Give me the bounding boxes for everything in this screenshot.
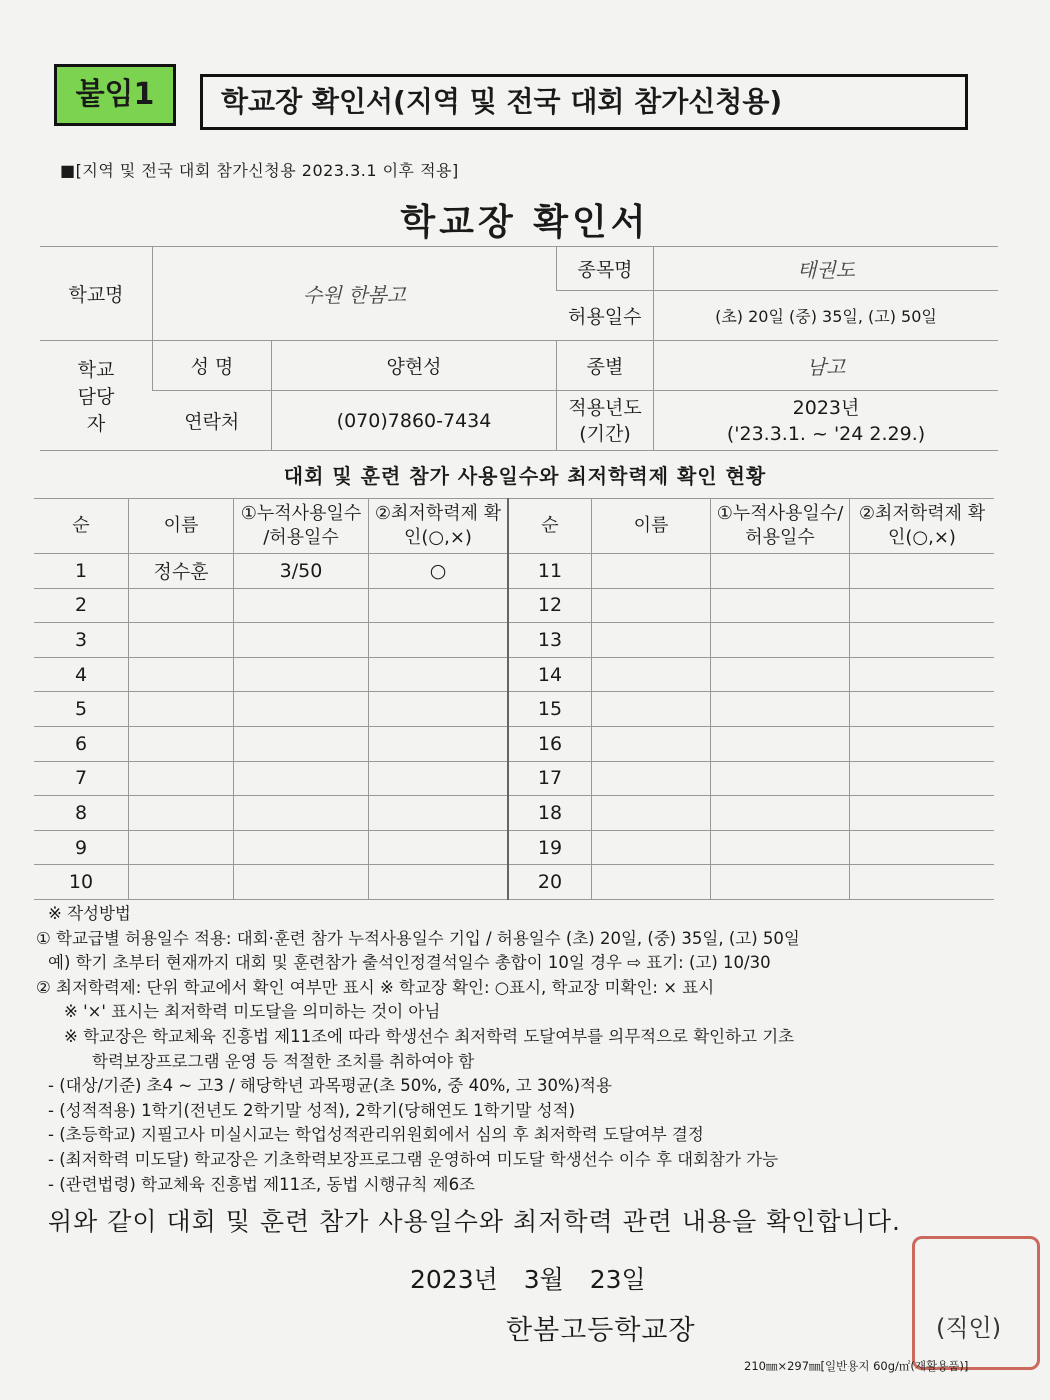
document-title: 학교장 확인서 xyxy=(400,202,650,243)
row-name2 xyxy=(592,796,711,831)
signer-name: 한봄고등학교장 xyxy=(506,1315,696,1346)
row-name xyxy=(129,657,234,692)
sport-value: 태권도 xyxy=(654,247,999,291)
row-days2 xyxy=(711,692,850,727)
table-header-row xyxy=(34,499,994,554)
table-row xyxy=(34,588,994,623)
row-acad2 xyxy=(850,692,995,727)
row-name2 xyxy=(592,692,711,727)
row-name xyxy=(129,726,234,761)
row-no2: 20 xyxy=(508,865,592,900)
note-2-b-cont: 학력보장프로그램 운영 등 적절한 조치를 취하여야 함 xyxy=(92,1051,475,1071)
row-days2 xyxy=(711,623,850,658)
table-row xyxy=(34,830,994,865)
row-acad2 xyxy=(850,830,995,865)
row-days2 xyxy=(711,796,850,831)
row-name: 정수훈 xyxy=(129,554,234,589)
row-acad2 xyxy=(850,865,995,900)
row-days xyxy=(234,761,369,796)
row-name2 xyxy=(592,830,711,865)
row-days xyxy=(234,657,369,692)
col-acad: ②최저학력제 확인(○,×) xyxy=(369,499,509,554)
note-1-example: 예) 학기 초부터 현재까지 대회 및 훈련참가 출석인정결석일수 총합이 10일 경우 ⇨ 표기: (고) 10/30 xyxy=(48,953,771,973)
table-row xyxy=(34,554,994,589)
row-name2 xyxy=(592,865,711,900)
row-name xyxy=(129,830,234,865)
row-days2 xyxy=(711,830,850,865)
school-value: 수원 한봄고 xyxy=(153,247,557,341)
row-name2 xyxy=(592,657,711,692)
row-days xyxy=(234,830,369,865)
attachment-badge: 붙임1 xyxy=(54,64,176,126)
row-no2: 15 xyxy=(508,692,592,727)
row-no: 2 xyxy=(34,588,129,623)
row-acad xyxy=(369,623,509,658)
table-row xyxy=(34,865,994,900)
notes-heading: ※ 작성방법 xyxy=(48,904,131,923)
row-acad2 xyxy=(850,554,995,589)
row-acad2 xyxy=(850,796,995,831)
table-row xyxy=(34,796,994,831)
official-seal-stamp xyxy=(912,1236,1040,1370)
row-days xyxy=(234,588,369,623)
row-acad xyxy=(369,830,509,865)
col-days: ①누적사용일수 /허용일수 xyxy=(234,499,369,554)
row-no2: 16 xyxy=(508,726,592,761)
row-acad xyxy=(369,692,509,727)
row-acad: ○ xyxy=(369,554,509,589)
detail-2: - (성적적용) 1학기(전년도 2학기말 성적), 2학기(당해연도 1학기말 성적) xyxy=(48,1100,576,1120)
row-days xyxy=(234,623,369,658)
row-no2: 17 xyxy=(508,761,592,796)
row-no: 1 xyxy=(34,554,129,589)
col-acad2: ②최저학력제 확인(○,×) xyxy=(850,499,995,554)
year-value xyxy=(654,391,999,451)
seal-mark: (직인) xyxy=(936,1314,1002,1342)
note-2: ② 최저학력제: 단위 학교에서 확인 여부만 표시 ※ 학교장 확인: ○표시, 학교장 미확인: × 표시 xyxy=(36,977,715,997)
note-1: ① 학교급별 허용일수 적용: 대회·훈련 참가 누적사용일수 기입 / 허용일수 (초) 20일, (중) 35일, (고) 50일 xyxy=(36,928,800,948)
row-days2 xyxy=(711,554,850,589)
col-no: 순 xyxy=(34,499,129,554)
table-row xyxy=(34,623,994,658)
applies-note: ■[지역 및 전국 대회 참가신청용 2023.3.1 이후 적용] xyxy=(60,161,459,180)
allowed-value: (초) 20일 (중) 35일, (고) 50일 xyxy=(654,291,999,341)
division-label: 종별 xyxy=(557,341,654,391)
row-no2: 13 xyxy=(508,623,592,658)
table-row xyxy=(34,657,994,692)
signing-date: 2023년 3월 23일 xyxy=(410,1265,646,1294)
row-no: 3 xyxy=(34,623,129,658)
row-days2 xyxy=(711,726,850,761)
row-acad xyxy=(369,761,509,796)
row-acad2 xyxy=(850,588,995,623)
row-acad2 xyxy=(850,657,995,692)
period-text: ('23.3.1. ~ '24 2.29.) xyxy=(726,422,926,445)
row-days2 xyxy=(711,761,850,796)
row-acad2 xyxy=(850,623,995,658)
row-days xyxy=(234,726,369,761)
row-name xyxy=(129,623,234,658)
note-2-b: ※ 학교장은 학교체육 진흥법 제11조에 따라 학생선수 최저학력 도달여부를 의무적으로 확인하고 기초 xyxy=(64,1026,795,1046)
allowed-label: 허용일수 xyxy=(557,291,654,341)
year-text: 2023년 xyxy=(792,396,860,419)
row-days xyxy=(234,692,369,727)
row-no: 6 xyxy=(34,726,129,761)
table-row xyxy=(34,761,994,796)
name-label: 성 명 xyxy=(153,341,272,391)
usage-table xyxy=(34,498,994,900)
section-title: 대회 및 훈련 참가 사용일수와 최저학력제 확인 현황 xyxy=(283,464,767,488)
row-days xyxy=(234,865,369,900)
row-no: 7 xyxy=(34,761,129,796)
contact-label: 연락처 xyxy=(153,391,272,451)
row-acad2 xyxy=(850,726,995,761)
paper-spec-footer: 210㎜×297㎜[일반용지 60g/㎡(재활용품)] xyxy=(744,1359,969,1373)
row-days2 xyxy=(711,588,850,623)
row-acad xyxy=(369,796,509,831)
note-2-a: ※ '×' 표시는 최저학력 미도달을 의미하는 것이 아님 xyxy=(64,1002,441,1022)
row-no2: 18 xyxy=(508,796,592,831)
row-name xyxy=(129,588,234,623)
manager-label: 학교 담당자 xyxy=(40,341,153,451)
division-value: 남고 xyxy=(654,341,999,391)
row-name2 xyxy=(592,554,711,589)
col-name2: 이름 xyxy=(592,499,711,554)
row-name2 xyxy=(592,623,711,658)
row-no: 9 xyxy=(34,830,129,865)
col-no2: 순 xyxy=(508,499,592,554)
contact-value: (070)7860-7434 xyxy=(272,391,557,451)
confirmation-statement: 위와 같이 대회 및 훈련 참가 사용일수와 최저학력 관련 내용을 확인합니다. xyxy=(48,1207,901,1236)
year-label: 적용년도 (기간) xyxy=(557,391,654,451)
detail-3: - (초등학교) 지필고사 미실시교는 학업성적관리위원회에서 심의 후 최저학력 도달여부 결정 xyxy=(48,1125,704,1145)
row-days xyxy=(234,796,369,831)
col-name: 이름 xyxy=(129,499,234,554)
instructions xyxy=(36,902,1026,1197)
row-no: 8 xyxy=(34,796,129,831)
row-no: 5 xyxy=(34,692,129,727)
row-no2: 14 xyxy=(508,657,592,692)
row-acad xyxy=(369,726,509,761)
row-days: 3/50 xyxy=(234,554,369,589)
row-days2 xyxy=(711,865,850,900)
row-name xyxy=(129,796,234,831)
col-days2: ①누적사용일수/ 허용일수 xyxy=(711,499,850,554)
row-no: 4 xyxy=(34,657,129,692)
row-no: 10 xyxy=(34,865,129,900)
row-name2 xyxy=(592,588,711,623)
detail-4: - (최저학력 미도달) 학교장은 기초학력보장프로그램 운영하여 미도달 학생선수 이수 후 대회참가 가능 xyxy=(48,1149,779,1169)
row-name xyxy=(129,761,234,796)
row-name2 xyxy=(592,726,711,761)
row-acad xyxy=(369,865,509,900)
row-acad2 xyxy=(850,761,995,796)
info-table xyxy=(40,246,998,451)
row-no2: 12 xyxy=(508,588,592,623)
row-days2 xyxy=(711,657,850,692)
row-name2 xyxy=(592,761,711,796)
row-no2: 19 xyxy=(508,830,592,865)
table-row xyxy=(34,726,994,761)
header-title: 학교장 확인서(지역 및 전국 대회 참가신청용) xyxy=(200,74,968,130)
name-value: 양현성 xyxy=(272,341,557,391)
row-acad xyxy=(369,657,509,692)
sport-label: 종목명 xyxy=(557,247,654,291)
detail-1: - (대상/기준) 초4 ~ 고3 / 해당학년 과목평균(초 50%, 중 40%, 고 30%)적용 xyxy=(48,1076,612,1096)
school-label: 학교명 xyxy=(40,247,153,341)
row-no2: 11 xyxy=(508,554,592,589)
row-name xyxy=(129,692,234,727)
table-row xyxy=(34,692,994,727)
row-acad xyxy=(369,588,509,623)
detail-5: - (관련법령) 학교체육 진흥법 제11조, 동법 시행규칙 제6조 xyxy=(48,1174,475,1194)
row-name xyxy=(129,865,234,900)
